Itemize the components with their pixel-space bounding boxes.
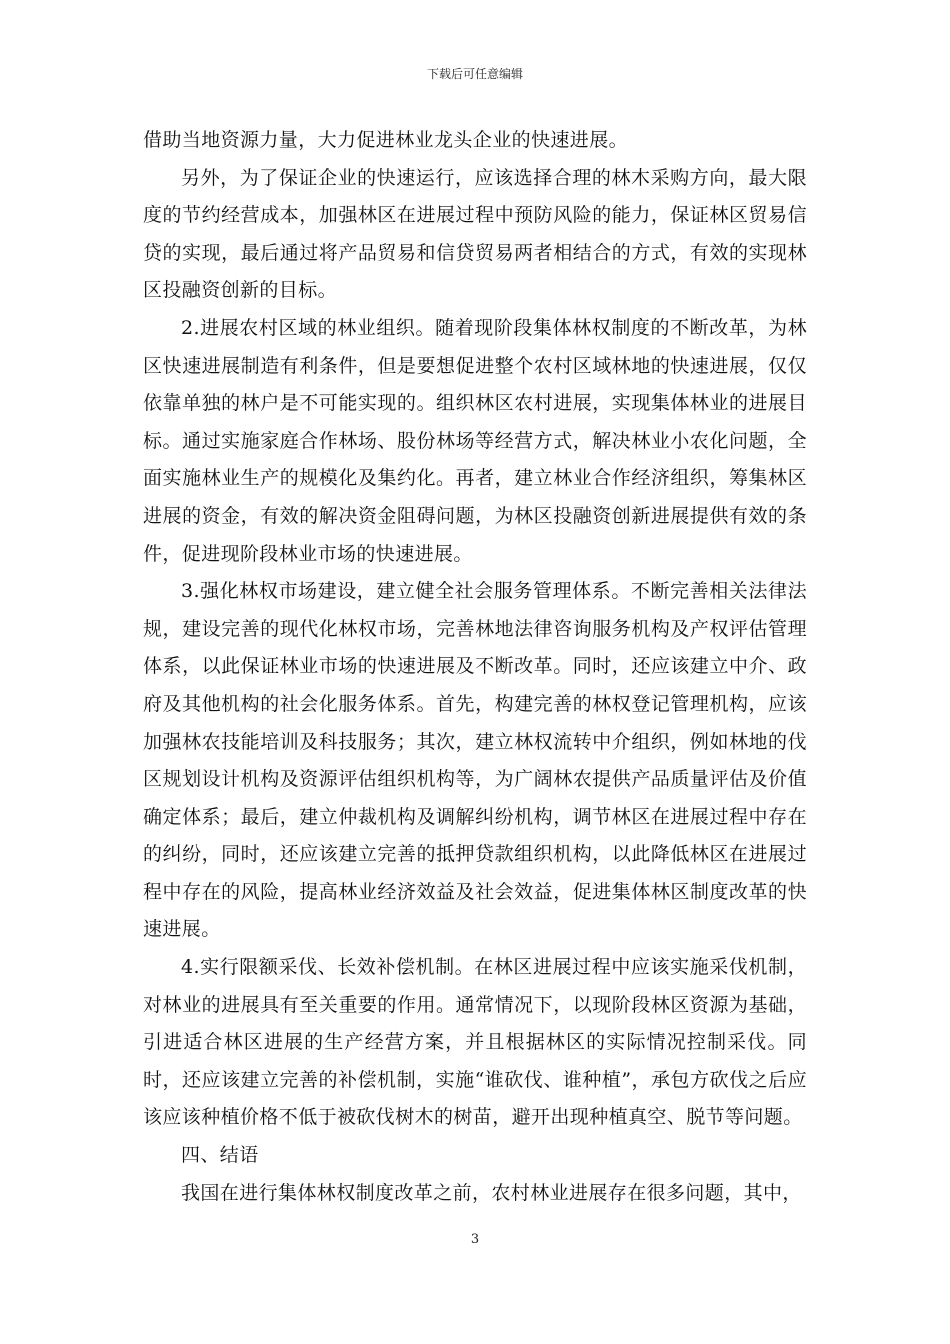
paragraph-point-3-forest-rights-market: 3.强化林权市场建设，建立健全社会服务管理体系。不断完善相关法律法规，建设完善的现代化林权市场，完善林地法律咨询服务机构及产权评估管理体系，以此保证林业市场的快速进展及不断改革。同时，还应该建立中介、政府及其他机构的社会化服务体系。首先，构建完善的林权登记管理机构，应该加强林农技能培训及科技服务；其次，建立林权流转中介组织，例如林地的伐区规划设计机构及资源评估组织机构等，为广阔林农提供产品质量评估及价值确定体系；最后，建立仲裁机构及调解纠纷机构，调节林区在进展过程中存在的纠纷，同时，还应该建立完善的抵押贷款组织机构，以此降低林区在进展过程中存在的风险，提高林业经济效益及社会效益，促进集体林区制度改革的快速进展。 bbox=[143, 580, 807, 941]
page-number: 3 bbox=[470, 1232, 480, 1247]
paragraph-continuation: 借助当地资源力量，大力促进林业龙头企业的快速进展。 bbox=[143, 129, 629, 151]
page-header-note: 下载后可任意编辑 bbox=[426, 67, 523, 81]
document-body bbox=[143, 122, 807, 1212]
paragraph-financing-goal: 另外，为了保证企业的快速运行，应该选择合理的林木采购方向，最大限度的节约经营成本，加强林区在进展过程中预防风险的能力，保证林区贸易信贷的实现，最后通过将产品贸易和信贷贸易两者相结合的方式，有效的实现林区投融资创新的目标。 bbox=[143, 166, 807, 302]
paragraph-point-4-harvest-compensation: 4.实行限额采伐、长效补偿机制。在林区进展过程中应该实施采伐机制，对林业的进展具有至关重要的作用。通常情况下，以现阶段林区资源为基础，引进适合林区进展的生产经营方案，并且根据林区的实际情况控制采伐。同时，还应该建立完善的补偿机制，实施“谁砍伐、谁种植”，承包方砍伐之后应该应该种植价格不低于被砍伐树木的树苗，避开出现种植真空、脱节等问题。 bbox=[143, 956, 807, 1129]
paragraph-point-2-forestry-organization: 2.进展农村区域的林业组织。随着现阶段集体林权制度的不断改革，为林区快速进展制造有利条件，但是要想促进整个农村区域林地的快速进展，仅仅依靠单独的林户是不可能实现的。组织林区农村进展，实现集体林业的进展目标。通过实施家庭合作林场、股份林场等经营方式，解决林业小农化问题，全面实施林业生产的规模化及集约化。再者，建立林业合作经济组织，筹集林区进展的资金，有效的解决资金阻碍问题，为林区投融资创新进展提供有效的条件，促进现阶段林业市场的快速进展。 bbox=[143, 316, 807, 565]
paragraph-conclusion-start: 我国在进行集体林权制度改革之前，农村林业进展存在很多问题，其中， bbox=[181, 1181, 802, 1204]
section-heading-conclusion: 四、结语 bbox=[181, 1144, 259, 1167]
